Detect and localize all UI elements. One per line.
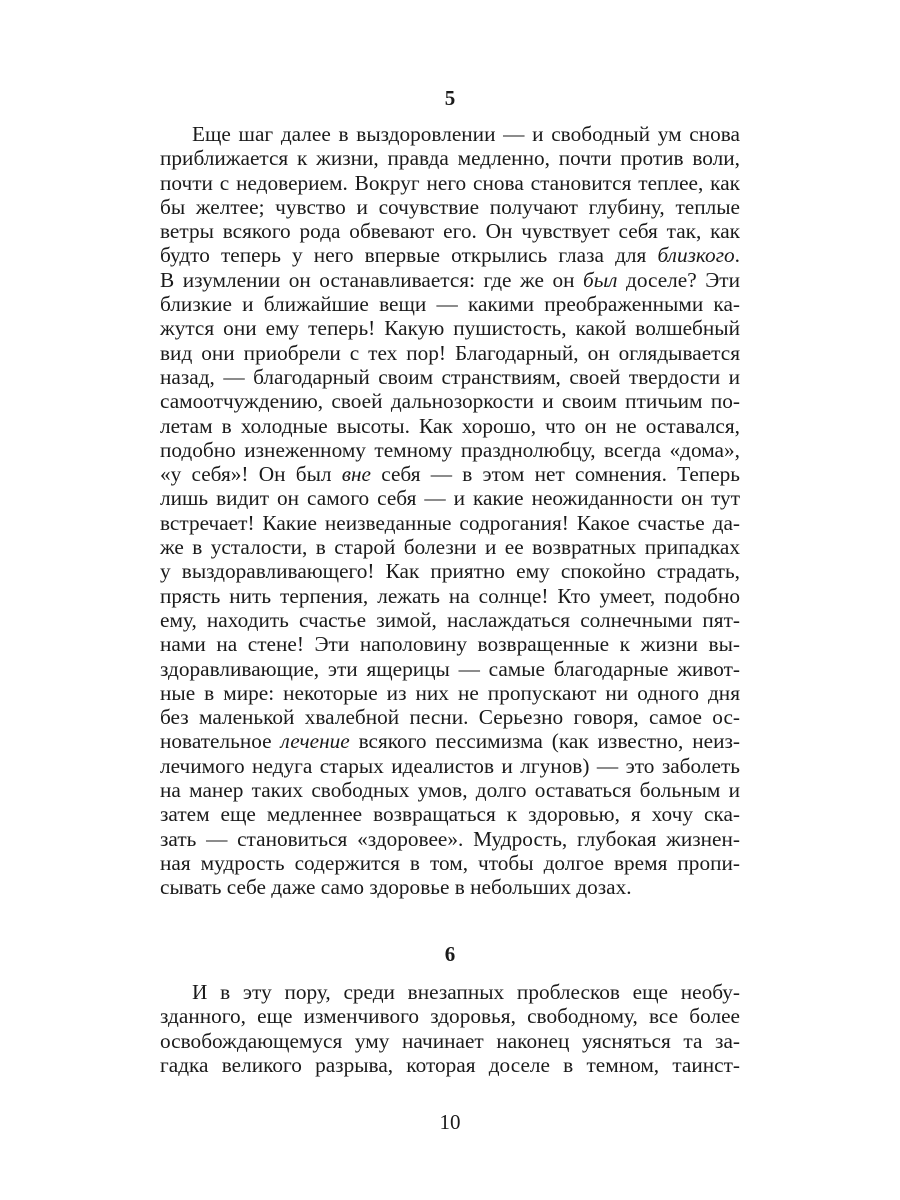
text-line: жутся они ему теперь! Какую пушистость, какой волшебный [160,316,740,341]
text-line: приближается к жизни, правда медленно, почти против воли, [160,146,740,171]
text-line: освобождающемуся уму начинает наконец уясняться та за- [160,1028,740,1053]
text-line: прясть нить терпения, лежать на солнце! Кто умеет, подобно [160,583,740,608]
text-line: ему, находить счастье зимой, наслаждаться солнечными пят- [160,607,740,632]
text-line: здоравливающие, эти ящерицы — самые благодарные живот- [160,656,740,681]
italic-word: вне [341,462,372,487]
text-line: самоотчуждению, своей дальнозоркости и своим птичьим по- [160,389,740,414]
text-line: ные в мире: некоторые из них не пропускают ни одного дня [160,680,740,705]
text-line: гадка великого разрыва, которая доселе в темном, таинст- [160,1052,740,1077]
text-line-mixed [160,243,740,267]
text-line: Еще шаг далее в выздоровлении — и свободный ум снова [192,122,740,146]
text-segment: В изумлении он останавливается: где же он [160,267,575,292]
text-segment: всякого пессимизма (как известно, неиз- [349,729,740,754]
text-line-mixed [160,268,740,292]
text-line: назад, — благодарный своим странствиям, своей твердости и [160,364,740,389]
text-segment: себя — в этом нет сомнения. Теперь [371,462,741,487]
text-segment: «у себя»! Он был [160,462,332,487]
italic-word: лечение [280,729,350,754]
text-line: лечимого недуга старых идеалистов и лгунов) — это заболеть [160,753,740,778]
text-line: без маленькой хвалебной песни. Серьезно говоря, самое ос- [160,705,740,730]
text-segment: доселе? Эти [617,267,740,292]
text-line: вид они приобрели с тех пор! Благодарный, он оглядывается [160,340,740,365]
text-line: затем еще медленнее возвращаться к здоровью, я хочу ска- [160,802,740,827]
text-line: ная мудрость содержится в том, чтобы долгое время пропи- [160,850,740,875]
section-5-text [160,122,740,900]
text-segment: будто теперь у него впервые открылись глаза для [160,243,647,268]
text-line: же в усталости, в старой болезни и ее возвратных припадках [160,535,740,560]
book-page [160,0,740,1200]
section-6-text [160,980,740,1077]
text-line: подобно изнеженному темному празднолюбцу, всегда «дома», [160,437,740,462]
italic-word: был [583,267,618,292]
text-line: И в эту пору, среди внезапных проблесков еще необу- [192,980,740,1004]
text-segment: . [734,243,740,268]
page-number: 10 [439,1110,461,1134]
italic-word: близкого [657,243,735,268]
text-line: близкие и ближайшие вещи — какими преображенными ка- [160,292,740,317]
text-line: зать — становиться «здоровее». Мудрость, глубокая жизнен- [160,826,740,851]
section-number: 6 [444,942,456,966]
text-line: зданного, еще изменчивого здоровья, свободному, все более [160,1004,740,1029]
text-line: лишь видит он самого себя — и какие неожиданности он тут [160,486,740,511]
text-line: на манер таких свободных умов, долго оставаться больным и [160,778,740,803]
text-segment: новательное [160,729,272,754]
text-line: встречает! Какие неизведанные содрогания! Какое счастье да- [160,510,740,535]
section-number: 5 [444,86,456,110]
text-line: у выздоравливающего! Как приятно ему спокойно страдать, [160,559,740,584]
text-line-mixed [160,462,740,486]
text-line: бы желтее; чувство и сочувствие получают глубину, теплые [160,194,740,219]
text-line: нами на стене! Эти наполовину возвращенные к жизни вы- [160,632,740,657]
text-line: ветры всякого рода обвевают его. Он чувствует себя так, как [160,219,740,244]
text-line: сывать себе даже само здоровье в небольших дозах. [160,875,632,900]
text-line: летам в холодные высоты. Как хорошо, что он не оставался, [160,413,740,438]
text-line: почти с недоверием. Вокруг него снова становится теплее, как [160,170,740,195]
text-line-mixed [160,729,740,753]
